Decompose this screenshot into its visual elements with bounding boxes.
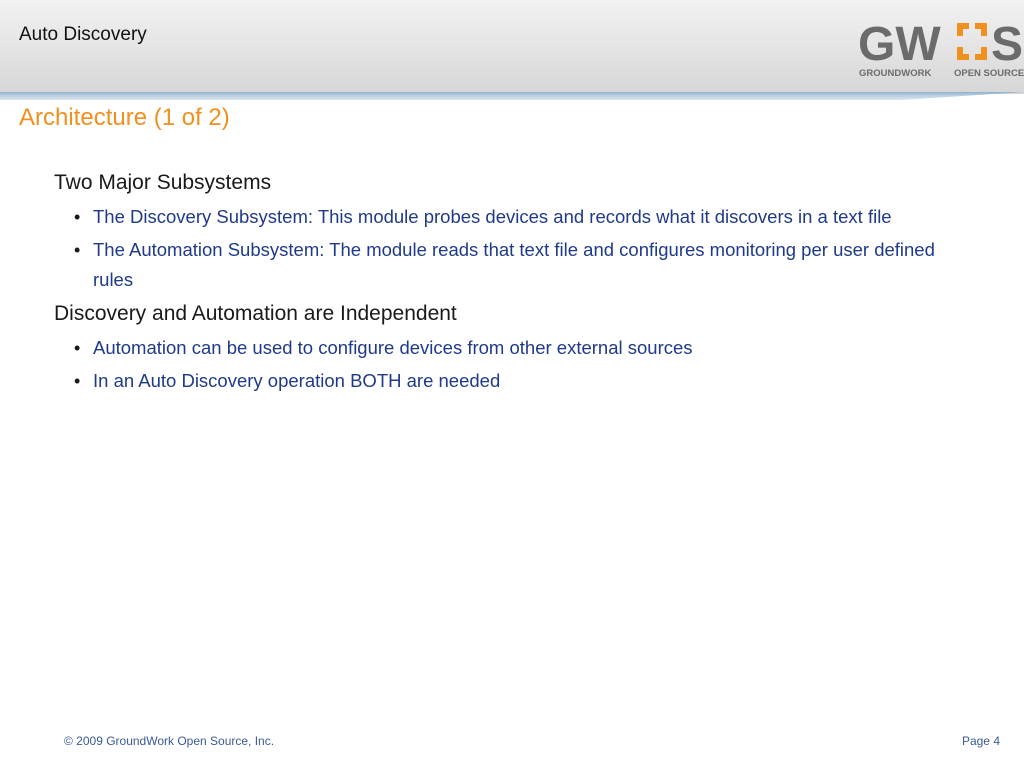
section-heading: Discovery and Automation are Independent <box>54 302 457 325</box>
bullet-dot-icon: • <box>74 207 81 227</box>
bullet-text: The Automation Subsystem: The module reads that text file and configures monitoring per user defined rules <box>93 239 935 290</box>
logo-tail: S <box>991 18 1024 71</box>
logo-tagline-right: OPEN SOURCE <box>954 68 1024 79</box>
bullet-text: In an Auto Discovery operation BOTH are needed <box>93 370 501 391</box>
section-subsystems <box>54 168 944 295</box>
section-heading: Two Major Subsystems <box>54 171 272 194</box>
slide-content <box>54 168 944 400</box>
groundwork-logo-icon <box>856 14 1024 80</box>
logo-bracket-mark <box>957 23 987 60</box>
logo-tagline-left: GROUNDWORK <box>859 68 932 79</box>
footer-copyright: © 2009 GroundWork Open Source, Inc. <box>64 734 275 748</box>
bullet-dot-icon: • <box>74 371 81 391</box>
bullet-dot-icon: • <box>74 338 81 358</box>
header-divider <box>0 92 1024 100</box>
logo-letters: GW <box>858 18 941 71</box>
list-item <box>54 333 944 363</box>
list-item <box>54 366 944 396</box>
bullet-text: Automation can be used to configure devices from other external sources <box>93 337 693 358</box>
bullet-list <box>54 333 944 396</box>
section-independent <box>54 299 944 396</box>
bullet-dot-icon: • <box>74 240 81 260</box>
bullet-list <box>54 202 944 295</box>
bullet-text: The Discovery Subsystem: This module probes devices and records what it discovers in a text file <box>93 206 892 227</box>
slide-title: Architecture (1 of 2) <box>19 104 230 131</box>
list-item <box>54 202 944 232</box>
header-title: Auto Discovery <box>19 24 147 45</box>
list-item <box>54 235 944 295</box>
footer-page-number: Page 4 <box>961 734 1000 748</box>
